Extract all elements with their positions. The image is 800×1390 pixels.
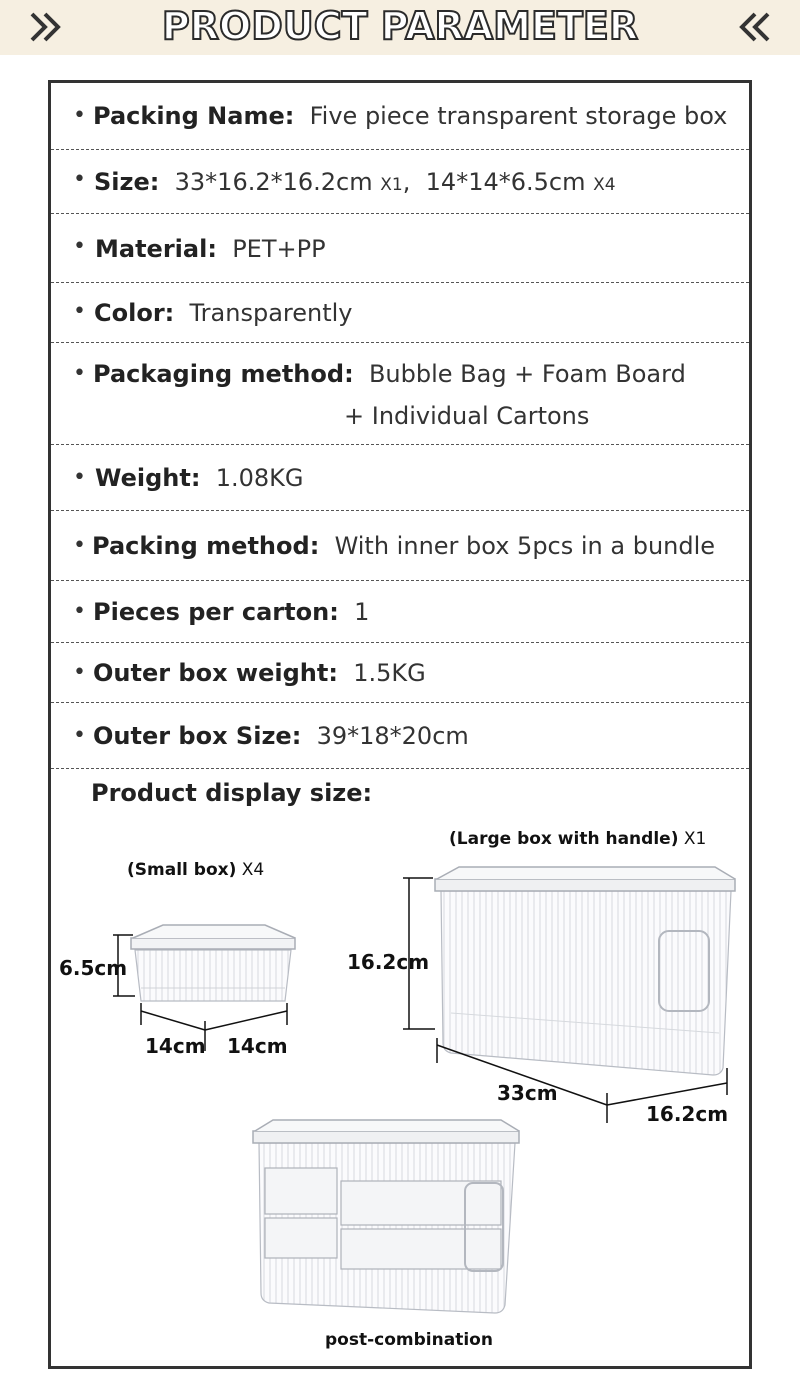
param-value: 39*18*20cm <box>316 722 469 750</box>
param-value: 1.08KG <box>215 464 304 492</box>
param-label: Color <box>94 299 165 327</box>
large-box-illustration <box>435 867 735 1075</box>
double-chevron-left-icon <box>732 10 772 44</box>
large-box-caption <box>449 829 706 849</box>
param-value: PET+PP <box>232 235 326 263</box>
param-label: Outer box weight <box>93 659 329 687</box>
header-banner <box>0 0 800 55</box>
combination-caption <box>325 1330 493 1350</box>
small-box-illustration <box>131 925 295 1001</box>
combination-label: post-combination <box>325 1330 493 1350</box>
param-label: Material <box>95 235 208 263</box>
param-row-outer-box-size: • Outer box Size: 39*18*20cm <box>51 703 749 769</box>
param-row-size: • Size: 33*16.2*16.2cm X1, 14*14*6.5cm X4 <box>51 150 749 214</box>
large-box-qty: X1 <box>683 829 707 849</box>
param-label: Size <box>94 168 150 196</box>
param-value: With inner box 5pcs in a bundle <box>334 532 716 560</box>
large-box-length: 33cm <box>497 1081 558 1105</box>
param-qty-a: X1 <box>380 175 403 195</box>
small-box-qty: X4 <box>241 860 265 880</box>
param-value: Five piece transparent storage box <box>309 102 728 130</box>
large-box-height: 16.2cm <box>347 950 430 974</box>
product-drawings <box>51 83 749 1366</box>
small-box-depth: 14cm <box>227 1034 288 1058</box>
param-label: Packing method <box>92 532 310 560</box>
param-row-packing-method: • Packing method: With inner box 5pcs in a bundle <box>51 511 749 581</box>
param-label: Packaging method <box>93 360 345 388</box>
small-box-caption <box>127 860 264 880</box>
param-value-a: 33*16.2*16.2cm <box>174 168 373 196</box>
param-value-continued: + Individual Cartons <box>344 402 590 430</box>
param-label: Pieces per carton <box>93 598 330 626</box>
param-row-packaging-method: • Packaging method: Bubble Bag + Foam Board + Individual Cartons <box>51 343 749 445</box>
param-row-weight: • Weight: 1.08KG <box>51 445 749 511</box>
large-box-depth: 16.2cm <box>646 1102 729 1126</box>
param-value: Bubble Bag + Foam Board <box>368 360 686 388</box>
parameter-frame <box>48 80 752 1369</box>
param-row-material: • Material: PET+PP <box>51 214 749 283</box>
param-value: 1.5KG <box>353 659 426 687</box>
small-box-height: 6.5cm <box>59 956 128 980</box>
param-value-b: 14*14*6.5cm <box>425 168 586 196</box>
param-label: Packing Name <box>93 102 285 130</box>
large-box-label: (Large box with handle) <box>449 829 679 849</box>
small-box-width: 14cm <box>145 1034 206 1058</box>
param-qty-b: X4 <box>593 175 616 195</box>
page-title: PRODUCT PARAMETER <box>161 4 639 48</box>
param-row-pieces-per-carton: • Pieces per carton: 1 <box>51 581 749 643</box>
param-row-color: • Color: Transparently <box>51 283 749 343</box>
param-separator: , <box>402 168 411 196</box>
param-row-outer-box-weight: • Outer box weight: 1.5KG <box>51 643 749 703</box>
param-value: 1 <box>354 598 370 626</box>
small-box-label: (Small box) <box>127 860 237 880</box>
combination-illustration <box>253 1120 519 1313</box>
display-title: Product display size: <box>91 779 373 807</box>
param-label: Outer box Size <box>93 722 292 750</box>
param-row-packing-name: • Packing Name: Five piece transparent storage box <box>51 83 749 150</box>
param-label: Weight <box>95 464 191 492</box>
param-value: Transparently <box>189 299 353 327</box>
